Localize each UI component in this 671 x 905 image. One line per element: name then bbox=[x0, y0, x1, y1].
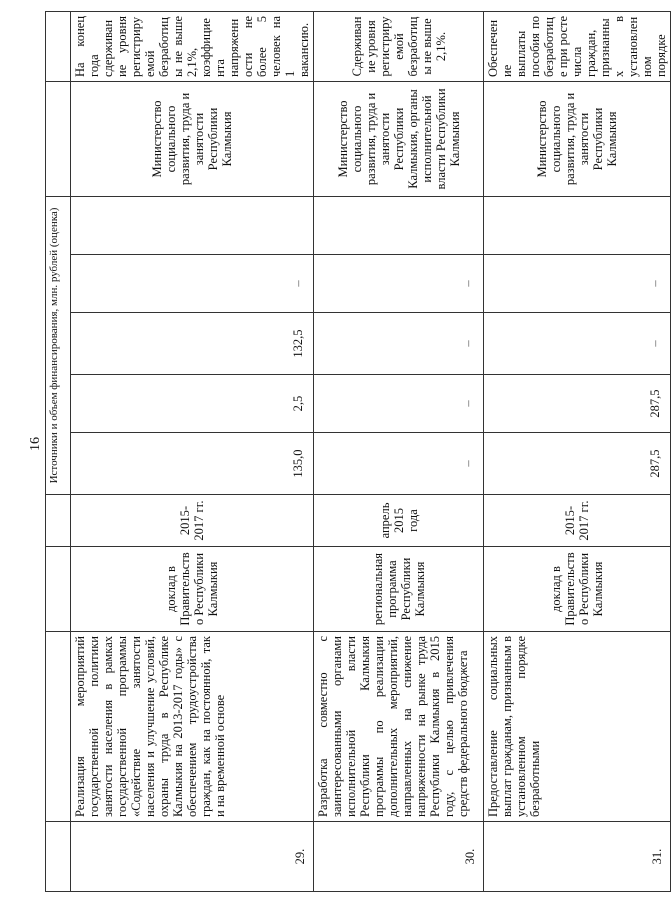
funding-source-1: 287,5 bbox=[484, 375, 671, 433]
funding-total: 287,5 bbox=[484, 433, 671, 495]
funding-source-3: – bbox=[71, 255, 314, 313]
measures-table-container bbox=[45, 12, 668, 892]
row-number: 30. bbox=[314, 822, 484, 892]
executor-cell: Министерство социального развития, труда и занятости Республики Калмыкия bbox=[71, 81, 314, 196]
page-number: 16 bbox=[28, 437, 43, 451]
funding-source-2: – bbox=[484, 313, 671, 375]
funding-source-4 bbox=[71, 196, 314, 254]
funding-source-4 bbox=[314, 196, 484, 254]
funding-source-3: – bbox=[314, 255, 484, 313]
result-cell: На конец года сдерживание уровня регистрируемой безработицы не выше 2,1%, коэффициента напряженности не более 5 человек на 1 вакансию. bbox=[71, 11, 314, 81]
funding-source-1: 2,5 bbox=[71, 375, 314, 433]
table-row bbox=[314, 11, 484, 891]
row-number: 31. bbox=[484, 822, 671, 892]
header-cell bbox=[46, 632, 71, 822]
table-row bbox=[71, 11, 314, 891]
activity-cell: Реализация мероприятий государственной политики занятости населения в рамках государственной программы «Содействие занятости населения и улучшение условий, охраны труда в Республике Калмыкия на 2013-2017 годы» с обеспечением трудоустройства граждан, как на постоянной, так и на временной основе bbox=[71, 632, 314, 822]
row-number: 29. bbox=[71, 822, 314, 892]
funding-source-1: – bbox=[314, 375, 484, 433]
form-cell: региональная программа Республики Калмыкия bbox=[314, 547, 484, 632]
activity-cell: Разработка совместно с заинтересованными органами исполнительной власти Республики Калмыкия программы по реализации дополнительных мероприятий, направленных на снижение напряженности на рынке труда Республики Калмыкия в 2015 году, с целью привлечения средств федерального бюджета bbox=[314, 632, 484, 822]
result-cell: Обеспечение выплаты пособия по безработице при росте числа граждан, признанных в установленном порядке bbox=[484, 11, 671, 81]
term-cell: 2015-2017 гг. bbox=[71, 495, 314, 547]
result-cell: Сдерживание уровня регистрируемой безработицы не выше 2,1%. bbox=[314, 11, 484, 81]
executor-cell: Министерство социального развития, труда и занятости Республики Калмыкия bbox=[484, 81, 671, 196]
form-cell: доклад в Правительство Республики Калмыкия bbox=[484, 547, 671, 632]
table-header-row bbox=[46, 11, 71, 891]
header-cell bbox=[46, 547, 71, 632]
measures-table bbox=[45, 11, 671, 892]
funding-source-2: 132,5 bbox=[71, 313, 314, 375]
header-cell bbox=[46, 81, 71, 196]
header-cell bbox=[46, 495, 71, 547]
executor-cell: Министерство социального развития, труда и занятости Республики Калмыкия, органы исполнительной власти Республики Калмыкия bbox=[314, 81, 484, 196]
header-cell bbox=[46, 11, 71, 81]
funding-source-4 bbox=[484, 196, 671, 254]
funding-header: Источники и объем финансирования, млн. рублей (оценка) bbox=[46, 196, 71, 494]
funding-total: – bbox=[314, 433, 484, 495]
term-cell: 2015-2017 гг. bbox=[484, 495, 671, 547]
activity-cell: Предоставление социальных выплат гражданам, признанным в установленном порядке безработными bbox=[484, 632, 671, 822]
form-cell: доклад в Правительство Республики Калмыкия bbox=[71, 547, 314, 632]
funding-total: 135,0 bbox=[71, 433, 314, 495]
funding-source-3: – bbox=[484, 255, 671, 313]
term-cell: апрель 2015 года bbox=[314, 495, 484, 547]
funding-source-2: – bbox=[314, 313, 484, 375]
header-cell bbox=[46, 822, 71, 892]
table-row bbox=[484, 11, 671, 891]
